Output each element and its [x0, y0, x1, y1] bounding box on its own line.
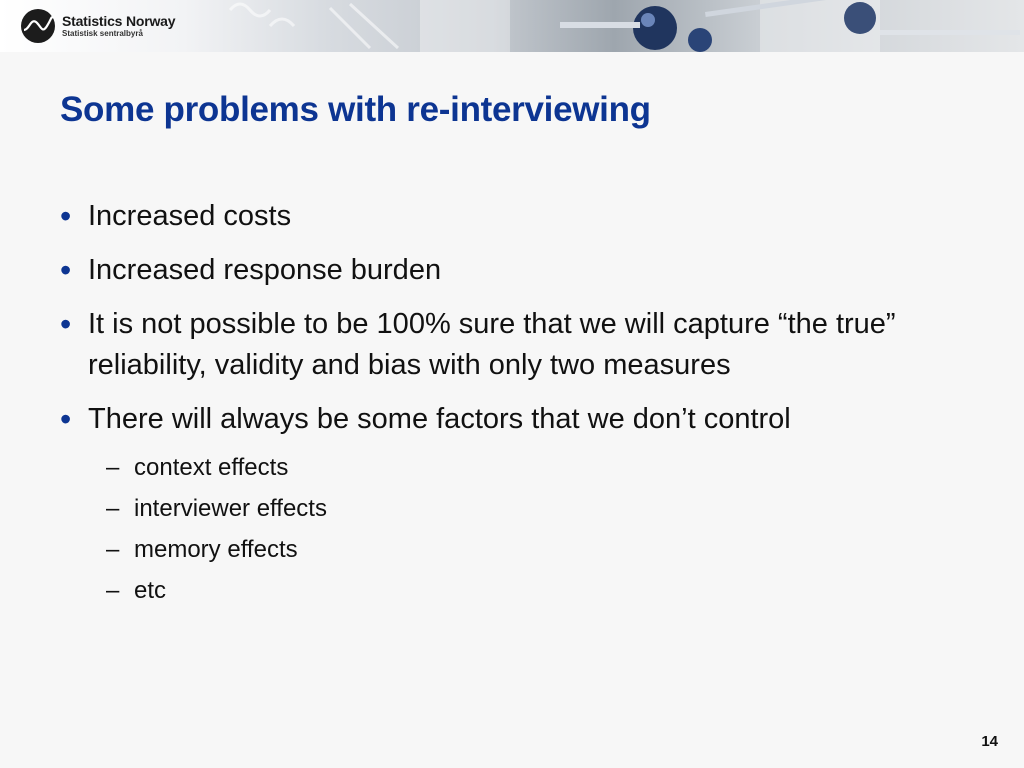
bullet-dot: •	[60, 306, 72, 342]
sub-bullet-item	[60, 570, 980, 611]
sub-bullet-text: interviewer effects	[134, 495, 327, 522]
bullet-item	[60, 399, 980, 440]
bullet-text: Increased response burden	[88, 254, 442, 286]
sub-bullet-item	[60, 488, 980, 529]
sub-bullet-dash: –	[106, 536, 120, 563]
sub-bullet-dash: –	[106, 454, 120, 481]
header-band	[0, 0, 1024, 52]
bullet-dot: •	[60, 401, 72, 437]
sub-bullet-dash: –	[106, 495, 120, 522]
bullet-dot: •	[60, 252, 72, 288]
bullet-text: There will always be some factors that we don’t control	[88, 403, 791, 435]
logo	[20, 8, 175, 44]
logo-name: Statistics Norway	[62, 13, 176, 29]
bullet-text: It is not possible to be 100% sure that we will capture “the true” reliability, validity and bias with only two measures	[88, 308, 896, 381]
sub-bullet-list	[60, 447, 980, 611]
page-number: 14	[981, 733, 998, 750]
sub-bullet-text: etc	[134, 577, 167, 604]
bullet-dot: •	[60, 198, 72, 234]
ssb-wave-icon	[20, 8, 56, 44]
bullet-item	[60, 304, 980, 386]
bullet-list	[60, 196, 980, 611]
bullet-text: Increased costs	[88, 200, 292, 232]
sub-bullet-text: context effects	[134, 454, 289, 481]
sub-bullet-dash: –	[106, 577, 120, 604]
bullet-item	[60, 196, 980, 237]
logo-subtitle: Statistisk sentralbyrå	[62, 29, 143, 38]
sub-bullet-item	[60, 529, 980, 570]
sub-bullet-item	[60, 447, 980, 488]
bullet-item	[60, 250, 980, 291]
sub-bullet-text: memory effects	[134, 536, 298, 563]
slide-title: Some problems with re-interviewing	[60, 90, 651, 129]
